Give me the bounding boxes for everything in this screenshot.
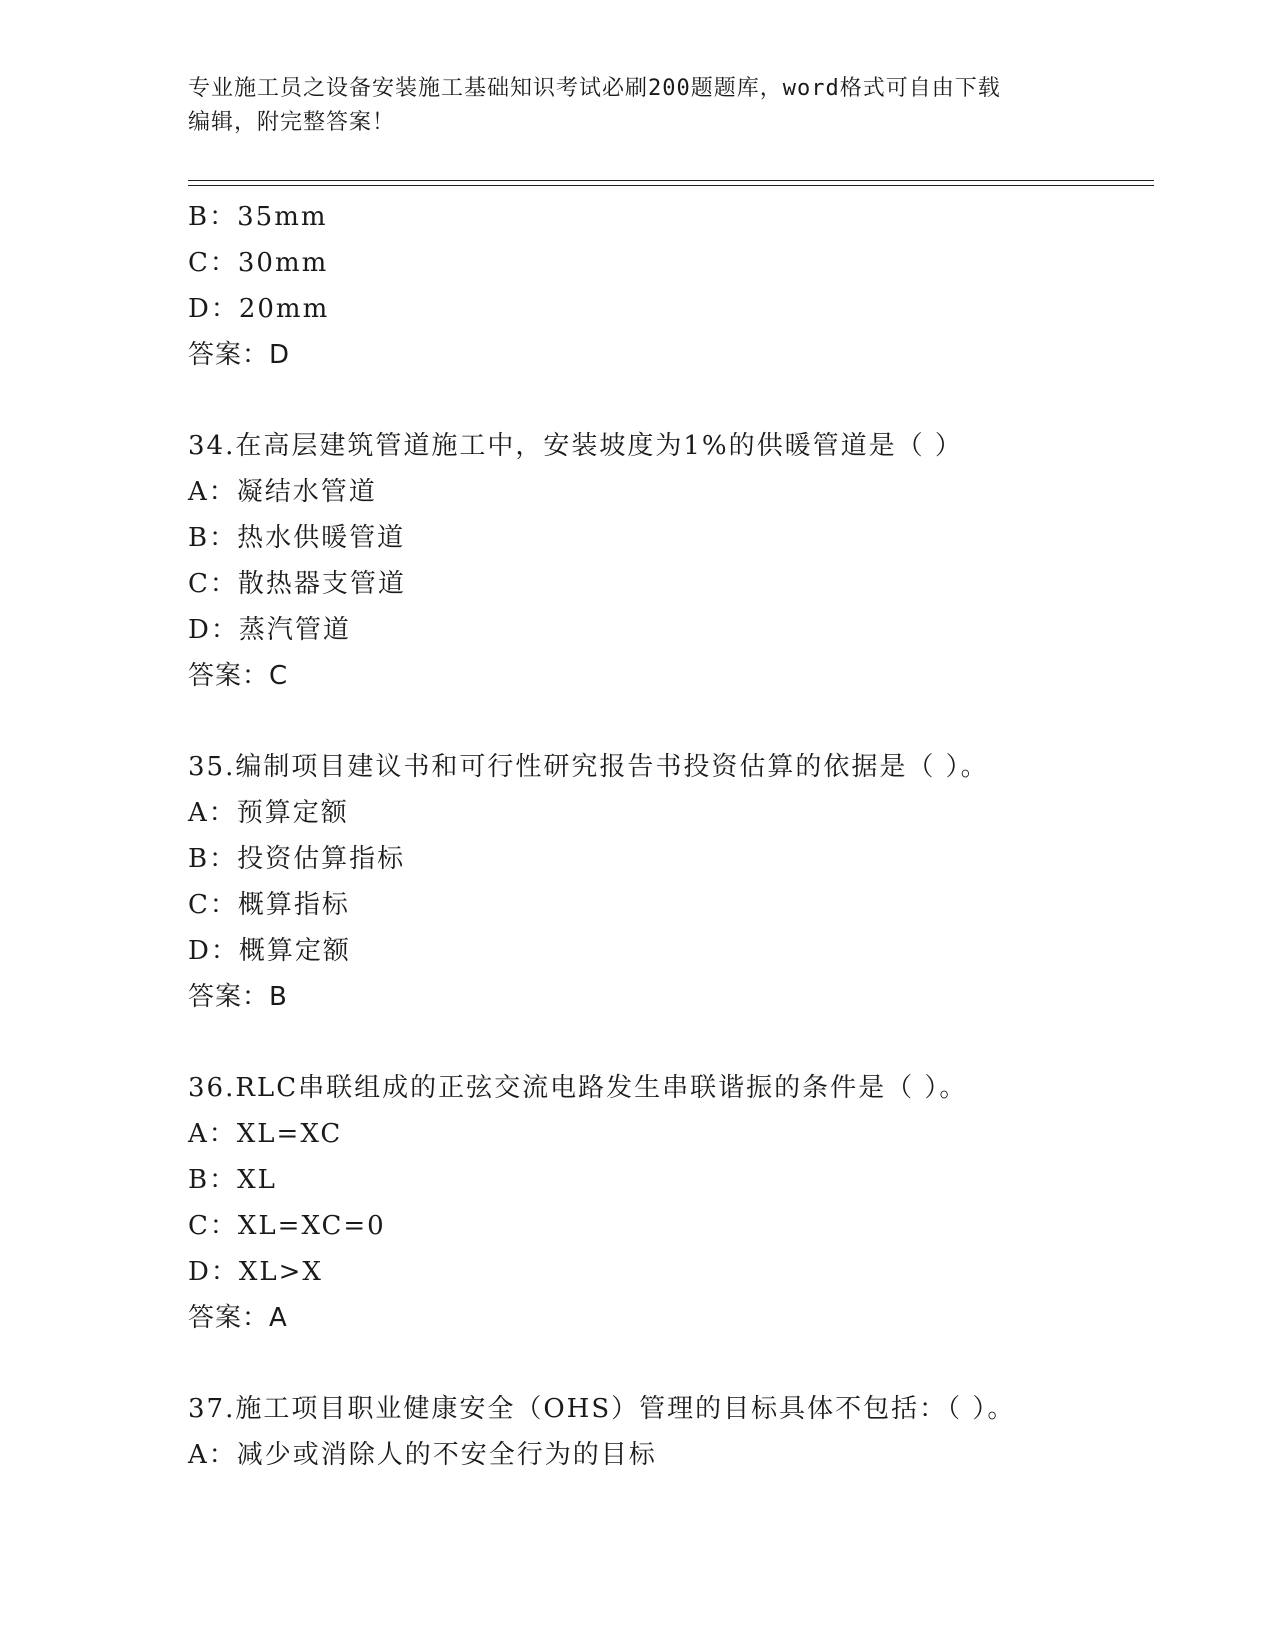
option-a: A：凝结水管道 xyxy=(188,477,377,507)
option-b: B：热水供暖管道 xyxy=(188,523,406,553)
question-37 xyxy=(188,1386,1148,1478)
question-stem: 35.编制项目建议书和可行性研究报告书投资估算的依据是（ ）。 xyxy=(188,752,989,782)
option-c: C：XL=XC=0 xyxy=(188,1211,386,1241)
question-36 xyxy=(188,1065,1148,1341)
option-d: D：20mm xyxy=(188,294,330,324)
header-title-line2: 编辑，附完整答案！ xyxy=(188,110,396,135)
question-stem: 36.RLC串联组成的正弦交流电路发生串联谐振的条件是（ ）。 xyxy=(188,1073,968,1103)
answer: 答案：C xyxy=(188,661,289,691)
answer: 答案：A xyxy=(188,1303,288,1333)
header-divider-top xyxy=(188,180,1154,181)
question-stem: 34.在高层建筑管道施工中，安装坡度为1%的供暖管道是（ ） xyxy=(188,431,963,461)
question-33-continuation xyxy=(188,194,1148,378)
option-c: C：散热器支管道 xyxy=(188,569,406,599)
header-title-line1: 专业施工员之设备安装施工基础知识考试必刷200题题库，word格式可自由下载 xyxy=(188,76,1001,101)
option-b: B：投资估算指标 xyxy=(188,844,406,874)
header-divider-bottom xyxy=(188,185,1154,186)
option-b: B：35mm xyxy=(188,202,328,232)
question-35 xyxy=(188,744,1148,1020)
answer: 答案：D xyxy=(188,340,291,370)
question-list xyxy=(188,194,1148,1478)
option-c: C：30mm xyxy=(188,248,329,278)
option-a: A：XL=XC xyxy=(188,1119,343,1149)
question-34 xyxy=(188,423,1148,699)
option-d: D：蒸汽管道 xyxy=(188,615,351,645)
answer: 答案：B xyxy=(188,982,288,1012)
document-header xyxy=(188,72,1068,140)
option-b: B：XL xyxy=(188,1165,277,1195)
option-c: C：概算指标 xyxy=(188,890,350,920)
option-d: D：概算定额 xyxy=(188,936,351,966)
option-d: D：XL>X xyxy=(188,1257,323,1287)
option-a: A：预算定额 xyxy=(188,798,349,828)
question-stem: 37.施工项目职业健康安全（OHS）管理的目标具体不包括：（ ）。 xyxy=(188,1394,1016,1424)
option-a: A：减少或消除人的不安全行为的目标 xyxy=(188,1440,657,1470)
